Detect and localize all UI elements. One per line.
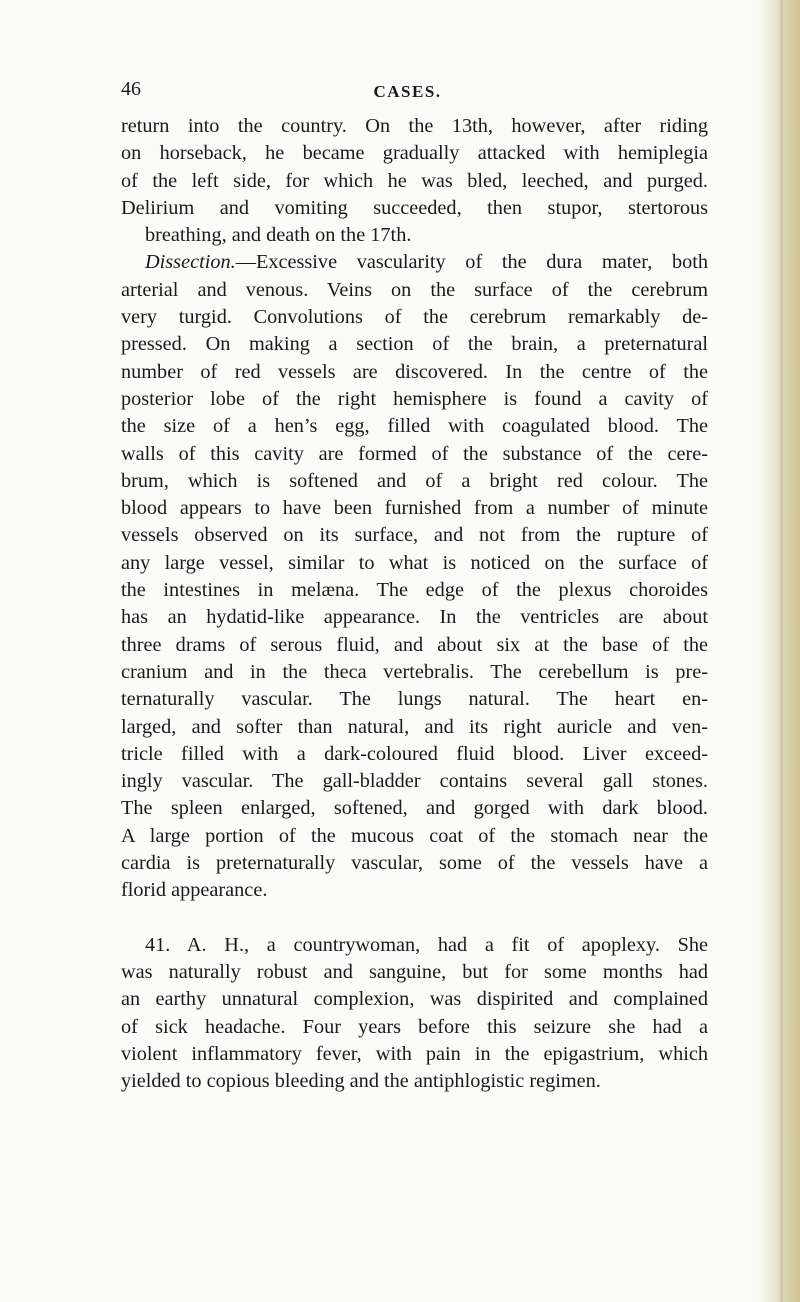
text-line: brum, which is softened and of a bright red colour. The: [121, 469, 708, 492]
text-line: the size of a hen’s egg, filled with coagulated blood. The: [121, 415, 708, 438]
text-line: A large portion of the mucous coat of the stomach near the: [121, 824, 708, 847]
text-line: ingly vascular. The gall-bladder contains several gall stones.: [121, 770, 708, 793]
text-line: an earthy unnatural complexion, was dispirited and complained: [121, 988, 708, 1011]
text-line: larged, and softer than natural, and its right auricle and ven-: [121, 715, 708, 738]
page-number: 46: [121, 78, 141, 100]
text-line: yielded to copious bleeding and the antiphlogistic regimen.: [121, 1070, 601, 1093]
page-header: [121, 78, 694, 108]
text-line: was naturally robust and sanguine, but for some months had: [121, 960, 708, 983]
text-line: breathing, and death on the 17th.: [145, 224, 412, 247]
text-line: of sick headache. Four years before this seizure she had a: [121, 1015, 708, 1038]
text-line: ternaturally vascular. The lungs natural. The heart en-: [121, 688, 708, 711]
text-line: 41. A. H., a countrywoman, had a fit of apoplexy. She: [145, 933, 708, 956]
text-line: The spleen enlarged, softened, and gorged with dark blood.: [121, 797, 708, 820]
text-line: violent inflammatory fever, with pain in the epigastrium, which: [121, 1042, 708, 1065]
text-line: three drams of serous fluid, and about six at the base of the: [121, 633, 708, 656]
dissection-heading: Dissection.: [145, 251, 236, 274]
text-line: walls of this cavity are formed of the substance of the cere-: [121, 442, 708, 465]
text-line: pressed. On making a section of the brain, a preternatural: [121, 333, 708, 356]
running-head: CASES.: [373, 82, 442, 101]
text-line: vessels observed on its surface, and not from the rupture of: [121, 524, 708, 547]
text-line: on horseback, he became gradually attacked with hemiplegia: [121, 142, 708, 165]
text-line: return into the country. On the 13th, however, after riding: [121, 115, 708, 137]
text-line: arterial and venous. Veins on the surface of the cerebrum: [121, 278, 708, 301]
text-line: has an hydatid-like appearance. In the ventricles are about: [121, 606, 708, 629]
text-line: cranium and in the theca vertebralis. The cerebellum is pre-: [121, 660, 708, 683]
dissection-first-line: [121, 249, 708, 276]
text-line: posterior lobe of the right hemisphere is found a cavity of: [121, 387, 708, 410]
page-edge: [758, 0, 800, 1302]
text-line: very turgid. Convolutions of the cerebrum remarkably de-: [121, 306, 708, 329]
text-line: tricle filled with a dark-coloured fluid blood. Liver exceed-: [121, 742, 708, 765]
text-line: blood appears to have been furnished from a number of minute: [121, 497, 708, 520]
text-fragment: —Excessive vascularity of the dura mater, both: [235, 251, 708, 274]
text-line: number of red vessels are discovered. In the centre of the: [121, 360, 708, 383]
text-line: florid appearance.: [121, 879, 268, 902]
text-line: of the left side, for which he was bled, leeched, and purged.: [121, 169, 708, 192]
body-text: [121, 113, 708, 1095]
paragraph-gap: [121, 905, 708, 932]
text-line: any large vessel, similar to what is noticed on the surface of: [121, 551, 708, 574]
text-line: cardia is preternaturally vascular, some of the vessels have a: [121, 852, 708, 875]
text-line: Delirium and vomiting succeeded, then stupor, stertorous: [121, 196, 708, 219]
text-line: the intestines in melæna. The edge of the plexus choroides: [121, 579, 708, 602]
